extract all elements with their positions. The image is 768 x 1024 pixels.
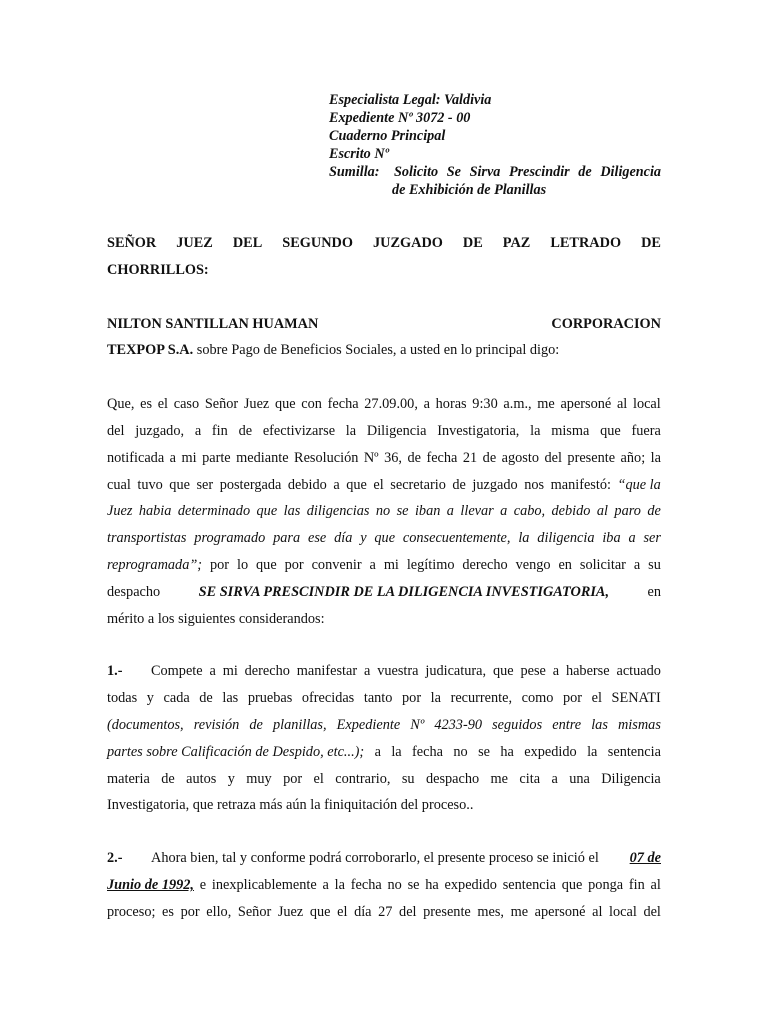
word: tuvo [137, 476, 163, 493]
word: el [157, 396, 169, 413]
c1-line-1-words [151, 658, 661, 685]
word: fecha [426, 449, 458, 466]
word: Juez [107, 503, 133, 520]
word: a [552, 663, 560, 680]
word: notificada [107, 449, 165, 466]
petition-statement: SE SIRVA PRESCINDIR DE LA DILIGENCIA INVESTIGATORIA, [198, 583, 610, 600]
word: vuestra [377, 663, 419, 680]
word: Investigatoria, [437, 422, 520, 439]
p1-line-8-b: en [647, 583, 661, 600]
word: programado [194, 530, 266, 547]
c1-number: 1.- [107, 663, 123, 680]
word: que [169, 476, 190, 493]
word: Diligencia [366, 422, 427, 439]
word: las [222, 690, 239, 707]
start-date-part-1: 07 de [629, 850, 661, 867]
word: de [161, 770, 175, 787]
word: y [146, 690, 154, 707]
word: tanto [363, 690, 393, 707]
escrito-number: Escrito Nº [329, 146, 389, 162]
word: Compete [151, 663, 203, 680]
word: todas [107, 690, 138, 707]
word: Juez [243, 396, 270, 413]
word: ha [425, 876, 439, 893]
word: consecuentemente, [402, 530, 511, 547]
p1-line-8 [107, 579, 661, 606]
word: DEL [232, 235, 263, 251]
word: judicatura, [425, 663, 487, 680]
word: ese [307, 530, 327, 547]
word: ponga [588, 876, 624, 893]
word: ello, [206, 903, 232, 920]
word: juzgado [472, 476, 518, 493]
word: pruebas [247, 690, 293, 707]
word: sentencia [607, 743, 661, 760]
line-head: Junio de 1992, [107, 876, 194, 893]
addressee [107, 230, 661, 284]
word: una [569, 770, 590, 787]
word: convenir [311, 556, 362, 573]
word: presente [567, 449, 616, 466]
word: de [238, 422, 253, 439]
word: iban [414, 503, 441, 520]
word: al [592, 903, 603, 920]
word: y [360, 530, 367, 547]
word: cita [519, 770, 541, 787]
word: misma [551, 422, 590, 439]
word: a [374, 743, 381, 760]
word: postergada [219, 476, 282, 493]
word: debido [551, 503, 591, 520]
sumilla-label: Sumilla: [329, 164, 380, 180]
word: derecho [244, 663, 290, 680]
word: habia [138, 503, 172, 520]
word: que [256, 503, 278, 520]
word: expedido [524, 743, 577, 760]
consideration-2 [107, 845, 661, 925]
word: nos [524, 476, 545, 493]
c2-line-1 [107, 845, 661, 872]
intro-line-2 [107, 337, 661, 364]
c1-line-6: Investigatoria, que retraza más aún la finiquitación del proceso.. [107, 797, 474, 814]
c2-line-1-text: Ahora bien, tal y conforme podrá corroborarlo, el presente proceso se inició el [151, 850, 599, 867]
word: fecha [327, 396, 359, 413]
c1-line-1 [107, 658, 661, 685]
word: SENATI [611, 690, 661, 707]
word: año; [620, 449, 646, 466]
word: por [283, 770, 303, 787]
word: la [530, 422, 541, 439]
intro-paragraph [107, 311, 661, 365]
word: del [399, 903, 417, 920]
consideration-1 [107, 658, 661, 819]
sumilla-text-line-2: de Exhibición de Planillas [392, 182, 547, 198]
document-header [329, 91, 661, 199]
word: horas [435, 396, 467, 413]
word: las [591, 716, 608, 733]
word: solicitar [579, 556, 626, 573]
word: para [273, 530, 301, 547]
p1-line-3 [107, 445, 661, 472]
word: PAZ [502, 235, 531, 251]
word: a [194, 422, 202, 439]
p1-line-8-a: despacho [107, 583, 161, 600]
word: 9:30 [472, 396, 498, 413]
c1-line-4 [107, 739, 661, 766]
word: mediante [236, 449, 289, 466]
word: del [643, 903, 661, 920]
c2-line-2 [107, 872, 661, 899]
word: por [284, 556, 304, 573]
word: actuado [616, 663, 661, 680]
word: no [453, 743, 468, 760]
word: se [478, 743, 490, 760]
p1-line-4 [107, 472, 661, 499]
word: llevar [460, 503, 494, 520]
word: vengo [515, 556, 551, 573]
c1-line-5 [107, 766, 661, 793]
word: fecha [412, 743, 443, 760]
word: SEGUNDO [282, 235, 353, 251]
word: se [407, 876, 420, 893]
word: Resolución [294, 449, 359, 466]
word: Expediente [336, 716, 401, 733]
word: ofrecidas [301, 690, 355, 707]
word: local [609, 903, 637, 920]
word: a [169, 449, 177, 466]
word: manifestar [296, 663, 358, 680]
word: día [354, 903, 372, 920]
word: DE [462, 235, 483, 251]
p1-line-7 [107, 552, 661, 579]
word: por [209, 556, 230, 573]
word: fin [211, 422, 228, 439]
word: sentencia [502, 876, 556, 893]
word: muy [246, 770, 272, 787]
word: de [452, 476, 466, 493]
word: 4233-90 [434, 716, 483, 733]
word: inexplicablemente [211, 876, 317, 893]
word: el [313, 770, 324, 787]
word: seguidos [492, 716, 543, 733]
word: iba [602, 530, 621, 547]
word: que [374, 530, 396, 547]
word: mi [181, 449, 197, 466]
word: local [632, 396, 661, 413]
word: la [345, 422, 357, 439]
expediente-number: Expediente Nº 3072 - 00 [329, 110, 471, 126]
p1-line-5 [107, 498, 661, 525]
word: Nº [410, 716, 425, 733]
word: de [482, 449, 497, 466]
p1-line-2 [107, 418, 661, 445]
word: 36, [384, 449, 402, 466]
cuaderno: Cuaderno Principal [329, 128, 446, 144]
word: me [537, 396, 555, 413]
word: diligencias [306, 503, 370, 520]
word: a [633, 556, 641, 573]
word: revisión [193, 716, 240, 733]
word: por [180, 903, 200, 920]
word: JUZGADO [372, 235, 443, 251]
c2-line-3 [107, 899, 661, 926]
defendant-company-a: CORPORACION [551, 315, 661, 332]
word: en [558, 556, 572, 573]
sumilla-text-line-1: Solicito Se Sirva Prescindir de Diligencia [394, 164, 661, 180]
word: de [647, 503, 661, 520]
word: Que, [107, 396, 135, 413]
word: juzgado, [135, 422, 185, 439]
line-head: reprogramada”; [107, 556, 203, 573]
word: determinado [177, 503, 251, 520]
word: presente [423, 903, 471, 920]
word: lo [236, 556, 249, 573]
word: cabo, [513, 503, 546, 520]
word: el [337, 903, 348, 920]
word: a.m., [503, 396, 532, 413]
word: día [334, 530, 353, 547]
word: con [301, 396, 322, 413]
word: mismas [617, 716, 661, 733]
defendant-company-b: TEXPOP S.A. [107, 342, 194, 359]
word: que [600, 422, 621, 439]
word: materia [107, 770, 150, 787]
word: me [490, 770, 509, 787]
addressee-line-1 [107, 230, 661, 257]
intro-text-2: sobre Pago de Beneficios Sociales, a usted en lo principal digo: [196, 342, 560, 359]
paragraph-1 [107, 391, 661, 632]
word: a [333, 476, 340, 493]
word: proceso; [107, 903, 156, 920]
word: despacho [425, 770, 480, 787]
p1-line-1 [107, 391, 661, 418]
document-body [107, 230, 661, 926]
word: al [596, 503, 608, 520]
word: el [591, 690, 602, 707]
c1-line-3 [107, 712, 661, 739]
word: por [563, 690, 583, 707]
p1-line-6 [107, 525, 661, 552]
word: cada [163, 690, 190, 707]
word: agosto [501, 449, 539, 466]
word: que [256, 556, 277, 573]
word: que [492, 663, 514, 680]
word: manifestó: [550, 476, 611, 493]
line-head: partes sobre Calificación de Despido, etc...); [107, 743, 365, 760]
word: a [369, 556, 376, 573]
word: 27 [378, 903, 393, 920]
word: el [373, 476, 384, 493]
word: al [616, 396, 628, 413]
c1-line-2 [107, 685, 661, 712]
word: a [423, 396, 430, 413]
word: entre [552, 716, 582, 733]
word: ha [500, 743, 514, 760]
word: caso [173, 396, 200, 413]
word: planillas, [272, 716, 327, 733]
word: su [401, 770, 415, 787]
word: la [334, 876, 345, 893]
word: Nº [363, 449, 379, 466]
word: la [587, 743, 598, 760]
word: debido [287, 476, 327, 493]
word: fin [628, 876, 645, 893]
word: haberse [565, 663, 610, 680]
word: a [363, 663, 371, 680]
word: me [510, 903, 529, 920]
word: Juez [277, 903, 304, 920]
word: expedido [444, 876, 497, 893]
word: apersoné [534, 903, 586, 920]
word: pese [520, 663, 546, 680]
word: transportistas [107, 530, 187, 547]
word: es [140, 396, 153, 413]
word: por [402, 690, 422, 707]
word: a [500, 503, 508, 520]
word: que [309, 903, 331, 920]
word: la [650, 449, 661, 466]
word: se [396, 503, 409, 520]
word: Señor [237, 903, 272, 920]
word: la [391, 743, 402, 760]
word: de [407, 449, 421, 466]
word: mi [383, 556, 399, 573]
addressee-line-2: CHORRILLOS: [107, 261, 209, 278]
c2-number: 2.- [107, 850, 123, 867]
word: LETRADO [550, 235, 622, 251]
word: del [544, 449, 562, 466]
word: a [209, 663, 216, 680]
plaintiff-name: NILTON SANTILLAN HUAMAN [107, 315, 319, 332]
word: fecha [350, 876, 382, 893]
word: contrario, [335, 770, 391, 787]
word: secretario [390, 476, 446, 493]
word: la [430, 690, 441, 707]
word: no [387, 876, 402, 893]
word: que [561, 876, 583, 893]
sumilla [329, 163, 661, 181]
word: parte [202, 449, 231, 466]
word: su [648, 556, 661, 573]
word: la [518, 530, 530, 547]
word: (documentos, [107, 716, 184, 733]
word: autos [186, 770, 217, 787]
word: ser [196, 476, 214, 493]
word: es [162, 903, 174, 920]
word: SEÑOR [107, 235, 157, 251]
word: como [521, 690, 554, 707]
word: legítimo [406, 556, 455, 573]
line-tail: “que la [617, 476, 661, 493]
word: del [107, 422, 125, 439]
word: y [227, 770, 235, 787]
word: 21 [462, 449, 478, 466]
word: paro [614, 503, 641, 520]
word: Señor [204, 396, 239, 413]
word: a [446, 503, 454, 520]
word: mes, [477, 903, 504, 920]
word: fuera [631, 422, 661, 439]
word: recurrente, [450, 690, 513, 707]
intro-line-1 [107, 311, 661, 338]
word: 27.09.00, [364, 396, 418, 413]
word: derecho [462, 556, 508, 573]
word: de [249, 716, 263, 733]
word: las [283, 503, 301, 520]
p1-line-9: mérito a los siguientes considerandos: [107, 610, 325, 627]
word: efectivizarse [262, 422, 336, 439]
word: no [375, 503, 391, 520]
word: al [650, 876, 661, 893]
word: DE [641, 235, 661, 251]
word: a [628, 530, 636, 547]
word: que [346, 476, 367, 493]
word: diligencia [537, 530, 595, 547]
word: que [274, 396, 296, 413]
word: Diligencia [601, 770, 661, 787]
word: ser [643, 530, 661, 547]
word: JUEZ [176, 235, 213, 251]
especialista-legal: Especialista Legal: Valdivia [329, 92, 492, 108]
word: apersoné [560, 396, 612, 413]
word: a [551, 770, 558, 787]
word: a [322, 876, 329, 893]
word: cual [107, 476, 131, 493]
word: de [199, 690, 213, 707]
word: e [199, 876, 207, 893]
word: mi [222, 663, 238, 680]
